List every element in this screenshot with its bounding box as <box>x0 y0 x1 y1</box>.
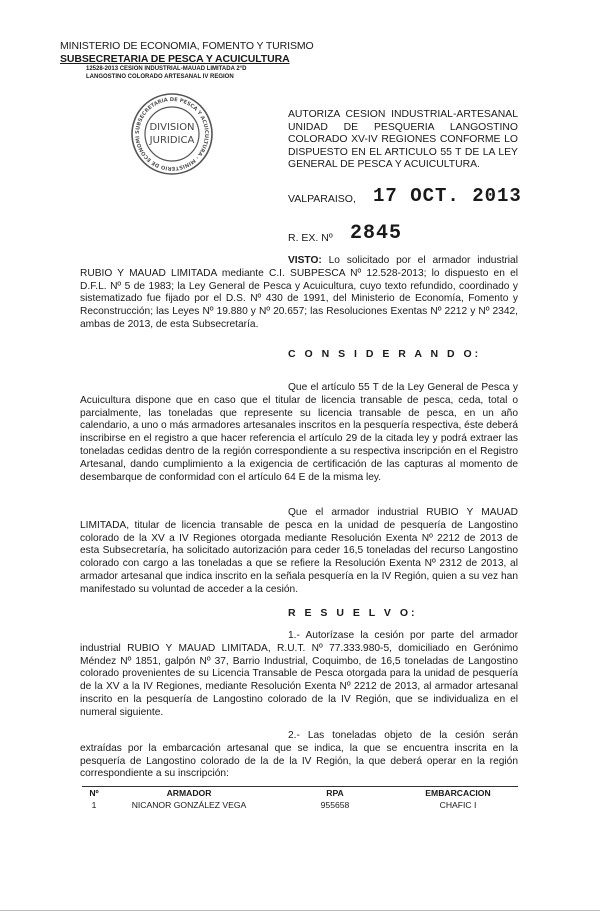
considerando-2-text: Que el armador industrial RUBIO Y MAUAD LIMITADA, titular de licencia transable de pesca en la unidad de pesquería de Langostino colorado de la XV a IV Regiones otorgada mediante Resolución Exenta Nº 2212 de 2013 de esta Subsecretaría, ha solicitado autorización para ceder 16,5 toneladas del recurso Langostino colorado con cargo a las toneladas a que se refiere la Resolución Exenta Nº 2312 de 2013, al armador artesanal que indica inscrito en la señala pesquería en la IV Región, quien a su vez han manifestado su voluntad de acceder a la cesión. <box>80 507 518 595</box>
col-header-number: Nº <box>82 787 106 800</box>
resuelvo-heading: R E S U E L V O: <box>288 607 418 619</box>
col-header-embarcacion: EMBARCACION <box>398 787 518 800</box>
division-juridica-stamp <box>130 92 214 176</box>
subsecretaria-name: SUBSECRETARIA DE PESCA Y ACUICULTURA <box>60 53 290 65</box>
resuelvo-1-text: 1.- Autorízase la cesión por parte del armador industrial RUBIO Y MAUAD LIMITADA, R.U.T. Nº 77.333.980-5, domiciliado en Gerónimo Méndez Nº 1851, galpón Nº 37, Barrio Industrial, Coquimbo, de 16,5 toneladas de Langostino colorado provenientes de su Licencia Transable de Pesca otorgada para la unidad de pesquería de la XV a la IV Regiones, mediante Resolución Exenta Nº 2212 de 2013, al armador artesanal inscrito en la pesquería de Langostino colorado de la IV Región, que se individualiza en el numeral siguiente. <box>80 630 518 718</box>
table-header-row <box>82 787 518 800</box>
resolution-number: 2845 <box>350 222 403 245</box>
resolution-date: 17 OCT. 2013 <box>373 185 522 207</box>
resolution-summary: AUTORIZA CESION INDUSTRIAL-ARTESANAL UNIDAD DE PESQUERIA LANGOSTINO COLORADO XV-IV REGIONES CONFORME LO DISPUESTO EN EL ARTICULO 55 T DE LA LEY GENERAL DE PESCA Y ACUICULTURA. <box>288 109 518 170</box>
visto-label: VISTO: <box>288 255 322 266</box>
cell-number: 1 <box>91 800 97 810</box>
visto-text: Lo solicitado por el armador industrial RUBIO Y MAUAD LIMITADA mediante C.I. SUBPESCA Nº 12.528-2013; lo dispuesto en el D.F.L. Nº 5 de 1983; la Ley General de Pesca y Acuicultura, cuyo texto refundido, coordinado y sistematizado fue fijado por el D.S. Nº 430 de 1991, del Ministerio de Economía, Fomento y Reconstrucción; las Leyes Nº 19.880 y Nº 20.657; las Resoluciones Exentas Nº 2212 y Nº 2342, ambas de 2013, de esta Subsecretaría. <box>80 255 518 330</box>
considerando-1-text: Que el artículo 55 T de la Ley General de Pesca y Acuicultura dispone que en caso que el titular de licencia transable de pesca, ceda, total o parcialmente, las toneladas que represente su licencia transable de pesca, en un año calendario, a uno o más armadores artesanales inscritos en la pesquería respectiva, éste deberá inscribirse en el registro a que hacer referencia el artículo 29 de la citada ley y podrá extraer las toneladas cedidas dentro de la región correspondiente a su respectiva inscripción en el Registro Artesanal, dando cumplimiento a la exigencia de certificación de las capturas al momento de desembarque de conformidad con el artículo 64 E de la misma ley. <box>80 382 518 483</box>
stamp-center-line-2: JURIDICA <box>149 135 195 146</box>
resolution-number-label: R. EX. Nº <box>288 232 333 244</box>
place-label: VALPARAISO, <box>288 193 356 205</box>
cell-armador: NICANOR GONZÁLEZ VEGA <box>131 800 247 810</box>
ministry-name: MINISTERIO DE ECONOMIA, FOMENTO Y TURISMO <box>60 40 314 52</box>
col-header-armador: ARMADOR <box>106 787 272 800</box>
resuelvo-1 <box>80 630 518 720</box>
page-bottom-divider <box>0 910 600 911</box>
considerando-2 <box>80 507 518 597</box>
col-header-rpa: RPA <box>272 787 398 800</box>
cell-rpa: 955658 <box>320 800 350 810</box>
stamp-seal-icon <box>130 92 214 176</box>
table-row <box>82 799 518 811</box>
stamp-center-line-1: DIVISION <box>149 122 195 133</box>
visto-section <box>80 255 518 332</box>
reference-line-1: 12528-2013 CESION INDUSTRIAL-MAUAD LIMITADA 2°D <box>86 66 247 72</box>
considerando-1 <box>80 382 518 484</box>
resuelvo-2 <box>80 730 518 781</box>
vessel-table <box>82 786 518 811</box>
considerando-heading: C O N S I D E R A N D O: <box>288 348 482 360</box>
cell-embarcacion: CHAFIC I <box>439 800 477 810</box>
stamp-ring-text: SUBSECRETARIA DE PESCA Y ACUICULTURA · MINISTERIO DE ECONOMI <box>134 96 210 172</box>
reference-line-2: LANGOSTINO COLORADO ARTESANAL IV REGION <box>86 74 234 80</box>
resuelvo-2-text: 2.- Las toneladas objeto de la cesión serán extraídas por la embarcación artesanal que se indica, la que se encuentra inscrita en la pesquería de Langostino colorado de la de la IV Región, la que deberá operar en la región correspondiente a su inscripción: <box>80 730 518 780</box>
